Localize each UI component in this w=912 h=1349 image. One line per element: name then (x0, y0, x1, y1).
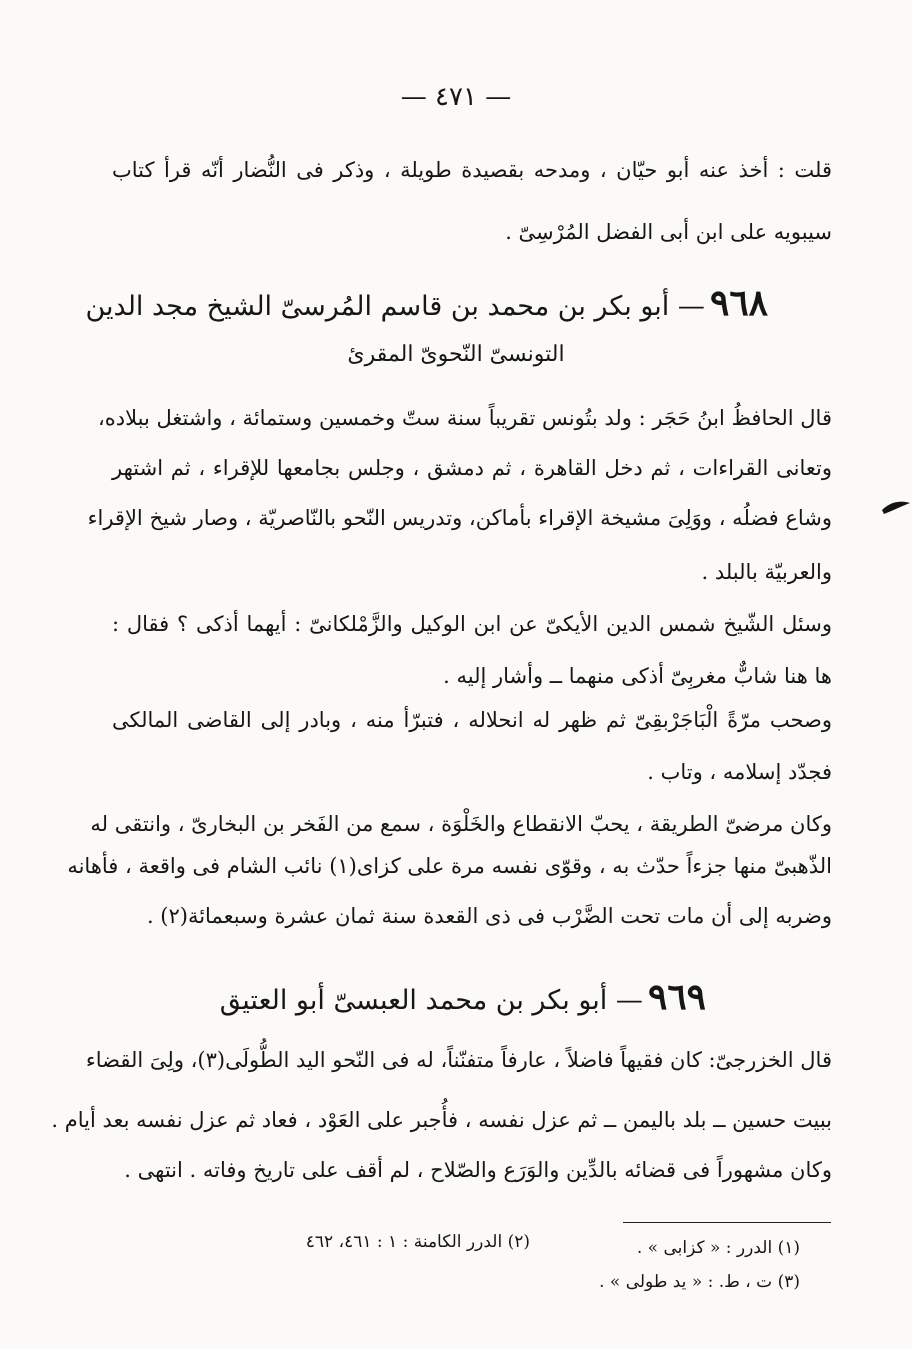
paragraph-line: فجدّد إسلامه ، وتاب . (647, 760, 832, 784)
footnote-rule (623, 1222, 831, 1223)
paragraph-line: سيبويه على ابن أبى الفضل المُرْسِىّ . (505, 220, 832, 244)
paragraph-line: وشاع فضلُه ، ووَلِىَ مشيخة الإقراء بأماكن، وتدريس النّحو بالنّاصريّة ، وصار شيخ الإقراء (87, 506, 832, 530)
footnote-1: (١) الدرر : « كزابى » . (636, 1238, 800, 1258)
entry-heading-968 (85, 282, 768, 324)
paragraph-line: وتعانى القراءات ، ثم دخل القاهرة ، ثم دمشق ، وجلس بجامعها للإقراء ، ثم اشتهر (112, 456, 832, 480)
page-number: — ٤٧١ — (400, 82, 512, 112)
paragraph-line: قلت : أخذ عنه أبو حيّان ، ومدحه بقصيدة طويلة ، وذكر فى النُّضار أنّه قرأ كتاب (112, 158, 832, 182)
margin-ink-mark (880, 498, 912, 516)
footnote-2: (٢) الدرر الكامنة : ١ : ٤٦١، ٤٦٢ (305, 1232, 530, 1252)
paragraph-line: وكان مشهوراً فى قضائه بالدِّين والوَرَع والصّلاح ، لم أقف على تاريخ وفاته . انتهى . (124, 1158, 832, 1182)
paragraph-line: الذّهبىّ منها جزءاً حدّث به ، وقوّى نفسه مرة على كزاى(١) نائب الشام فى واقعة ، فأهانه (67, 854, 832, 878)
paragraph-line: وسئل الشّيخ شمس الدين الأيكىّ عن ابن الوكيل والزَّمْلكانىّ : أيهما أذكى ؟ فقال : (112, 612, 832, 636)
entry-subtitle: التونسىّ النّحوىّ المقرئ (347, 342, 565, 367)
entry-heading-969 (220, 976, 706, 1018)
paragraph-line: قال الخزرجىّ: كان فقيهاً فاضلاً ، عارفاً متفنّناً، له فى النّحو اليد الطُّولَى(٣)، ولِىَ القضاء (85, 1048, 832, 1072)
paragraph-line: قال الحافظُ ابنُ حَجَر : ولد بتُونس تقريباً سنة ستّ وخمسين وستمائة ، واشتغل ببلاده، (97, 406, 832, 430)
entry-number: ٩٦٨ (709, 282, 768, 324)
paragraph-line: والعربيّة بالبلد . (701, 560, 832, 584)
footnote-3: (٣) ت ، ط. : « يد طولى » . (599, 1272, 800, 1292)
entry-title: — أبو بكر بن محمد بن قاسم المُرسىّ الشيخ مجد الدين (85, 291, 705, 322)
entry-title: — أبو بكر بن محمد العبسىّ أبو العتيق (219, 985, 643, 1016)
paragraph-line: وصحب مرّةً الْبَاجَرْبقِىّ ثم ظهر له انحلاله ، فتبرّأ منه ، وبادر إلى القاضى المالكى (112, 708, 832, 732)
entry-number: ٩٦٩ (647, 976, 706, 1018)
paragraph-line: وضربه إلى أن مات تحت الضَّرْب فى ذى القعدة سنة ثمان عشرة وسبعمائة(٢) . (146, 904, 832, 928)
paragraph-line: وكان مرضىّ الطريقة ، يحبّ الانقطاع والخَلْوَة ، سمع من الفَخر بن البخارىّ ، وانتقى له (90, 812, 832, 836)
paragraph-line: ببيت حسين ــ بلد باليمن ــ ثم عزل نفسه ، فأُجبر على العَوْد ، فعاد ثم عزل نفسه بعد أيام . (51, 1108, 832, 1132)
paragraph-line: ها هنا شابٌّ مغربِىّ أذكى منهما ــ وأشار إليه . (443, 664, 832, 688)
